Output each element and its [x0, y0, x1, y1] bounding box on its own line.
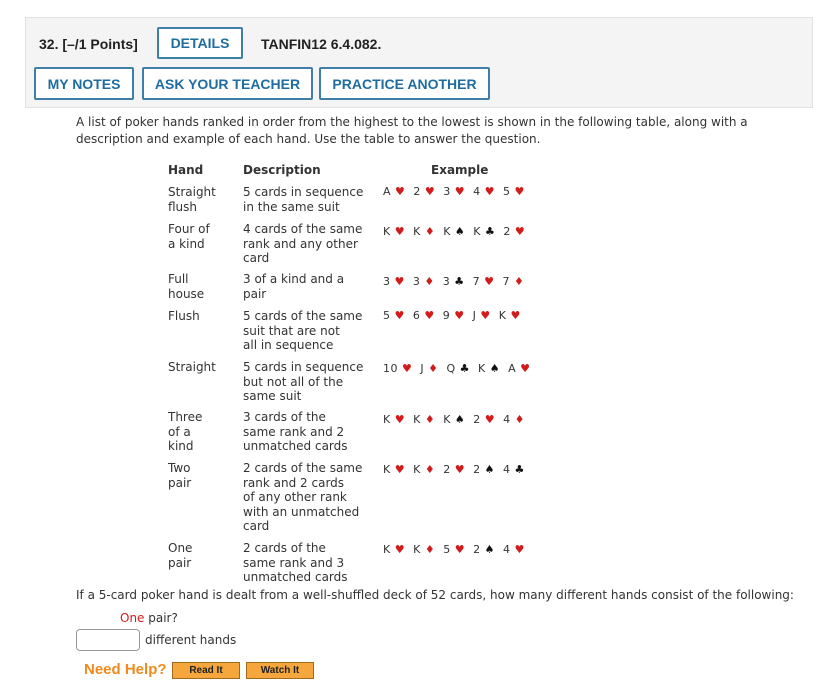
card-rank: A [383, 185, 396, 198]
playing-card [420, 362, 438, 375]
hand-name: Two pair [168, 461, 192, 490]
card-suit-icon: ♠ [484, 543, 495, 556]
card-rank: K [498, 309, 511, 322]
card-suit-icon: ♥ [424, 185, 436, 198]
table-header-description: Description [243, 163, 321, 177]
card-rank: 3 [442, 275, 455, 288]
read-it-button[interactable]: Read It [172, 662, 240, 679]
card-suit-icon: ♦ [424, 225, 436, 238]
card-rank: K [413, 543, 425, 556]
hand-name: Straight [168, 360, 216, 374]
card-rank: J [420, 362, 429, 375]
hand-description: 4 cards of the same rank and any other card [243, 222, 363, 265]
card-rank: Q [446, 362, 460, 375]
hand-name: Flush [168, 309, 200, 323]
card-suit-icon: ♥ [394, 413, 406, 426]
card-suit-icon: ♠ [454, 225, 466, 238]
card-suit-icon: ♥ [514, 225, 526, 238]
card-suit-icon: ♣ [514, 463, 525, 476]
playing-card [473, 309, 491, 322]
need-help-label: Need Help? [84, 661, 167, 678]
hand-example [383, 225, 525, 239]
playing-card [383, 185, 405, 198]
playing-card [383, 413, 405, 426]
card-rank: 5 [383, 309, 395, 322]
playing-card [473, 225, 495, 238]
question-number-points: 32. [–/1 Points] [39, 36, 138, 52]
card-suit-icon: ♥ [395, 185, 406, 198]
playing-card [473, 413, 495, 426]
card-suit-icon: ♦ [424, 463, 436, 476]
card-suit-icon: ♥ [510, 309, 521, 322]
hand-description: 5 cards in sequence but not all of the same suit [243, 360, 364, 403]
intro-text: A list of poker hands ranked in order from the highest to the lowest is shown in the following table, along with a description and example of each hand. Use the table to answer the question. [76, 115, 748, 146]
hand-description: 5 cards of the same suit that are not all in sequence [243, 309, 363, 352]
playing-card [413, 185, 435, 198]
hand-description: 5 cards in sequence in the same suit [243, 185, 364, 214]
card-rank: K [478, 362, 490, 375]
table-header-hand: Hand [168, 163, 204, 177]
playing-card [503, 543, 525, 556]
playing-card [473, 543, 495, 556]
playing-card [383, 309, 405, 322]
card-rank: 4 [502, 463, 515, 476]
card-rank: 5 [503, 185, 515, 198]
card-rank: K [383, 413, 395, 426]
playing-card [383, 362, 412, 375]
card-suit-icon: ♥ [454, 309, 465, 322]
playing-card [447, 362, 471, 375]
card-rank: 7 [502, 275, 514, 288]
playing-card [478, 362, 500, 375]
card-suit-icon: ♠ [484, 463, 495, 476]
playing-card [443, 225, 465, 238]
hand-description: 3 cards of the same rank and 2 unmatched cards [243, 410, 348, 453]
playing-card [508, 362, 530, 375]
playing-card [413, 309, 435, 322]
hand-name: Three of a kind [168, 410, 203, 453]
card-suit-icon: ♣ [485, 225, 496, 238]
playing-card [413, 463, 435, 476]
card-rank: 2 [473, 413, 485, 426]
playing-card [443, 413, 465, 426]
card-suit-icon: ♥ [454, 185, 466, 198]
card-suit-icon: ♣ [454, 275, 465, 288]
answer-unit: different hands [145, 633, 237, 647]
card-rank: K [443, 225, 455, 238]
card-suit-icon: ♥ [394, 309, 405, 322]
hand-example [383, 362, 531, 376]
card-suit-icon: ♥ [402, 362, 413, 375]
card-suit-icon: ♥ [394, 463, 406, 476]
playing-card [503, 225, 525, 238]
card-rank: K [443, 413, 455, 426]
answer-input[interactable] [76, 629, 140, 651]
card-rank: K [413, 413, 425, 426]
playing-card [473, 463, 495, 476]
card-rank: K [413, 225, 425, 238]
card-suit-icon: ♥ [514, 543, 525, 556]
card-rank: A [508, 362, 521, 375]
hand-description: 2 cards of the same rank and 2 cards of any other rank with an unmatched card [243, 461, 363, 533]
card-suit-icon: ♦ [428, 362, 439, 375]
ask-your-teacher-button[interactable]: ASK YOUR TEACHER [142, 67, 313, 100]
card-suit-icon: ♦ [424, 543, 436, 556]
playing-card [443, 275, 465, 288]
card-rank: 2 [473, 543, 485, 556]
card-rank: 9 [442, 309, 455, 322]
card-rank: K [413, 463, 425, 476]
playing-card [383, 275, 405, 288]
playing-card [413, 413, 435, 426]
hand-name: Straight flush [168, 185, 216, 214]
card-suit-icon: ♥ [454, 463, 466, 476]
hand-example [383, 413, 525, 427]
hand-name: Four of a kind [168, 222, 210, 251]
question-code: TANFIN12 6.4.082. [261, 36, 382, 52]
card-suit-icon: ♥ [424, 309, 435, 322]
playing-card [383, 225, 405, 238]
card-rank: 6 [412, 309, 425, 322]
card-rank: 2 [443, 463, 455, 476]
hand-name: Full house [168, 272, 205, 301]
table-header-example: Example [431, 163, 489, 177]
card-rank: 2 [413, 185, 425, 198]
card-suit-icon: ♦ [514, 413, 526, 426]
card-rank: 4 [503, 413, 515, 426]
hand-description: 2 cards of the same rank and 3 unmatched cards [243, 541, 348, 584]
card-suit-icon: ♥ [520, 362, 531, 375]
card-suit-icon: ♥ [394, 225, 406, 238]
card-rank: 3 [383, 275, 395, 288]
playing-card [413, 543, 435, 556]
hand-example [383, 185, 525, 199]
card-suit-icon: ♦ [424, 413, 436, 426]
sub-question-highlight: One [120, 611, 145, 625]
playing-card [383, 463, 405, 476]
card-rank: K [383, 543, 395, 556]
card-rank: 2 [503, 225, 515, 238]
card-suit-icon: ♠ [454, 413, 466, 426]
playing-card [443, 309, 465, 322]
card-suit-icon: ♥ [394, 543, 406, 556]
card-rank: K [383, 225, 395, 238]
card-suit-icon: ♣ [459, 362, 471, 375]
sub-question-text: pair? [144, 611, 178, 625]
card-rank: 7 [472, 275, 485, 288]
playing-card [499, 309, 521, 322]
hand-example [383, 309, 521, 323]
playing-card [383, 543, 405, 556]
card-suit-icon: ♠ [489, 362, 501, 375]
hand-name: One pair [168, 541, 193, 570]
hand-description: 3 of a kind and a pair [243, 272, 345, 301]
card-suit-icon: ♥ [484, 275, 495, 288]
details-button[interactable]: DETAILS [157, 27, 243, 59]
practice-another-button[interactable]: PRACTICE ANOTHER [319, 67, 490, 100]
card-rank: K [383, 463, 395, 476]
card-rank: 5 [443, 543, 455, 556]
my-notes-button[interactable]: MY NOTES [34, 67, 134, 100]
card-rank: 3 [443, 185, 455, 198]
hand-example [383, 463, 525, 477]
card-suit-icon: ♥ [454, 543, 466, 556]
card-rank: K [473, 225, 485, 238]
card-suit-icon: ♦ [514, 275, 525, 288]
card-rank: 3 [412, 275, 425, 288]
playing-card [473, 275, 495, 288]
card-suit-icon: ♥ [484, 185, 496, 198]
card-rank: J [472, 309, 481, 322]
card-rank: 4 [473, 185, 485, 198]
card-rank: 2 [473, 463, 485, 476]
playing-card [503, 463, 525, 476]
playing-card [503, 413, 525, 426]
hand-example [383, 275, 524, 289]
card-suit-icon: ♥ [480, 309, 491, 322]
card-suit-icon: ♥ [514, 185, 525, 198]
playing-card [413, 225, 435, 238]
card-suit-icon: ♥ [484, 413, 496, 426]
question-prompt: If a 5-card poker hand is dealt from a well-shuffled deck of 52 cards, how many different hands consist of the following: [76, 588, 794, 602]
playing-card [443, 185, 465, 198]
sub-question [120, 611, 178, 625]
card-suit-icon: ♥ [394, 275, 405, 288]
card-rank: 4 [502, 543, 515, 556]
playing-card [443, 463, 465, 476]
watch-it-button[interactable]: Watch It [246, 662, 314, 679]
playing-card [503, 185, 525, 198]
playing-card [413, 275, 435, 288]
card-suit-icon: ♦ [424, 275, 435, 288]
playing-card [503, 275, 525, 288]
card-rank: 10 [383, 362, 402, 375]
playing-card [473, 185, 495, 198]
hand-example [383, 543, 525, 557]
playing-card [443, 543, 465, 556]
